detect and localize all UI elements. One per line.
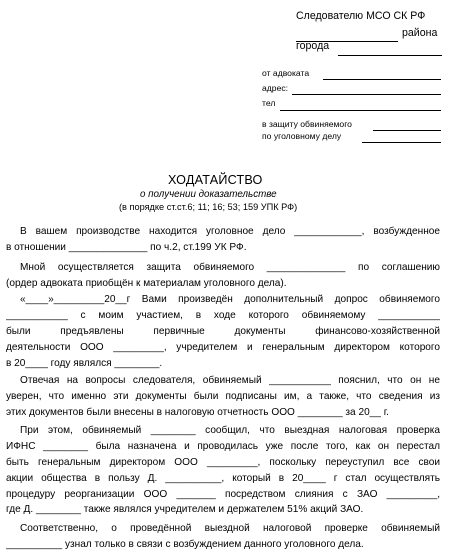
paragraph-2 xyxy=(6,262,440,294)
defense-label: в защиту обвиняемого xyxy=(262,119,352,129)
paragraph-line: ИФНС ________ была назначена и проводилась уже после того, как он перестал xyxy=(6,440,440,452)
paragraph-line: быть генеральным директором ООО _________, поскольку переуступил все свои xyxy=(6,456,440,468)
district-label: района xyxy=(402,27,438,39)
paragraph-line: деятельности ООО _________, учредителем и генеральным директором которого xyxy=(6,341,440,353)
paragraph-line: в отношении ______________ по ч.2, ст.199 УК РФ. xyxy=(6,241,247,253)
paragraph-line: __________ узнал только в связи с возбуждением данного уголовного дела. xyxy=(6,538,364,550)
paragraph-line: Мной осуществляется защита обвиняемого ______________ по соглашению xyxy=(20,262,440,273)
recipient-line: Следователю МСО СК РФ xyxy=(296,10,426,22)
paragraph-line: процедуру реорганизации ООО _______ посредством слияния с ЗАО _________, xyxy=(6,488,440,500)
paragraph-3 xyxy=(6,294,440,373)
document-subtitle: о получении доказательстве xyxy=(140,189,277,200)
paragraph-line: где Д. ________ также являлся учредителем и держателем 51% акций ЗАО. xyxy=(6,504,364,516)
paragraph-line: «____»_________20__г Вами произведён дополнительный допрос обвиняемого xyxy=(20,294,440,305)
address-blank[interactable] xyxy=(292,93,441,95)
document-title: ХОДАТАЙСТВО xyxy=(168,173,263,187)
paragraph-line: При этом, обвиняемый ________ сообщил, что выездная налоговая проверка xyxy=(20,425,440,436)
paragraph-line: В вашем производстве находится уголовное дело ____________, возбужденное xyxy=(20,226,440,237)
document-articles: (в порядке ст.ст.6; 11; 16; 53; 159 УПК РФ) xyxy=(119,202,298,212)
paragraph-line: этих документов были внесены в налоговую отчетность ООО ________ за 20__ г. xyxy=(6,406,389,418)
paragraph-line: (ордер адвоката приобщён к материалам уголовного дела). xyxy=(6,277,287,289)
paragraph-line: ___________ с моим участием, в ходе которого обвиняемому ___________ xyxy=(6,309,440,321)
from-advocate-label: от адвоката xyxy=(262,68,310,78)
paragraph-line: уверен, что именно эти документы были подписаны им, а также, что сведения из xyxy=(6,390,440,402)
phone-blank[interactable] xyxy=(280,109,441,111)
paragraph-1 xyxy=(6,226,440,258)
defense-blank[interactable] xyxy=(373,129,441,131)
city-blank[interactable] xyxy=(338,54,442,56)
paragraph-line: в 20____ году являлся ________. xyxy=(6,357,163,369)
case-label: по уголовному делу xyxy=(262,131,342,141)
city-label: города xyxy=(296,40,330,52)
paragraph-line: Отвечая на вопросы следователя, обвиняемый ___________ пояснил, что он не xyxy=(20,375,440,386)
paragraph-6 xyxy=(6,523,440,555)
paragraph-line: были предъявлены первичные документы финансово-хозяйственной xyxy=(6,325,440,337)
phone-label: тел xyxy=(262,98,276,108)
paragraph-line: акции общества в пользу Д. __________, который в 20____ г стал осуществлять xyxy=(6,472,440,484)
paragraph-5 xyxy=(6,425,440,520)
from-advocate-blank[interactable] xyxy=(323,78,441,80)
paragraph-line: Соответственно, о проведённой выездной налоговой проверке обвиняемый xyxy=(20,523,440,534)
case-blank[interactable] xyxy=(362,141,441,143)
address-label: адрес: xyxy=(262,83,289,93)
paragraph-4 xyxy=(6,375,440,423)
